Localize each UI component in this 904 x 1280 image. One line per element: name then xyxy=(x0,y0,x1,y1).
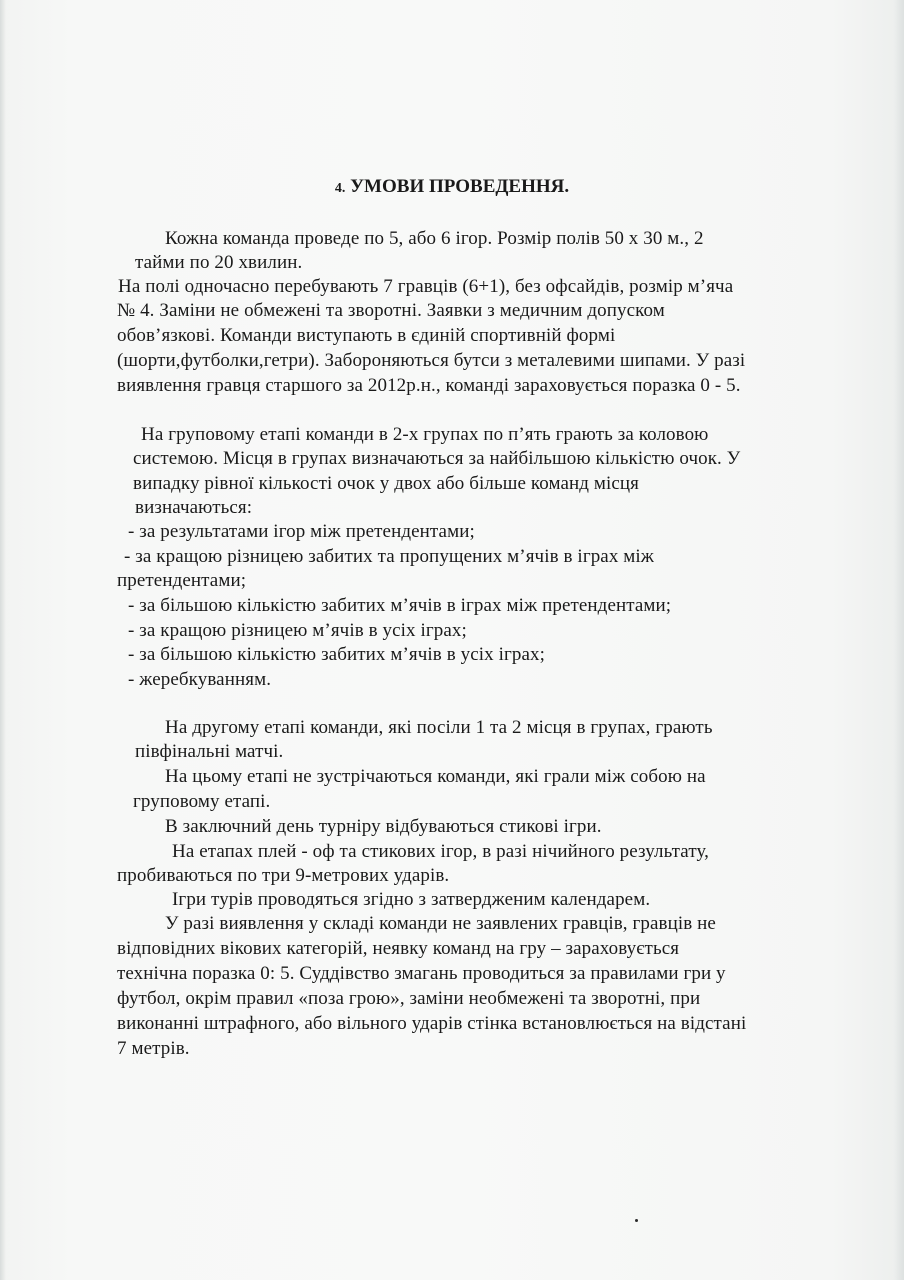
section-title xyxy=(0,174,904,202)
list-item: - за більшою кількістю забитих м’ячів в іграх між претендентами; xyxy=(128,595,672,616)
text-line: технічна поразка 0: 5. Суддівство змагань проводиться за правилами гри у xyxy=(117,963,726,984)
list-item: - жеребкуванням. xyxy=(128,669,272,690)
text-line: На етапах плей - оф та стикових ігор, в разі нічийного результату, xyxy=(172,841,710,862)
text-line: Ігри турів проводяться згідно з затвердженим календарем. xyxy=(172,889,651,910)
text-line: виявлення гравця старшого за 2012р.н., команді зараховується поразка 0 - 5. xyxy=(117,375,741,396)
text-line: обов’язкові. Команди виступають в єдиній спортивній формі xyxy=(117,325,616,346)
text-line: Кожна команда проведе по 5, або 6 ігор. Розмір полів 50 х 30 м., 2 xyxy=(165,228,704,249)
text-line: На груповому етапі команди в 2-х групах по п’ять грають за коловою xyxy=(141,424,709,445)
scan-speck xyxy=(635,1219,638,1222)
text-line: У разі виявлення у складі команди не заявлених гравців, гравців не xyxy=(165,913,716,934)
text-line: футбол, окрім правил «поза грою», заміни необмежені та зворотні, при xyxy=(117,988,701,1009)
text-line: виконанні штрафного, або вільного ударів стінка встановлюється на відстані xyxy=(117,1013,747,1034)
list-item: - за більшою кількістю забитих м’ячів в усіх іграх; xyxy=(128,644,545,665)
text-line: На другому етапі команди, які посіли 1 та 2 місця в групах, грають xyxy=(165,717,713,738)
text-line: тайми по 20 хвилин. xyxy=(135,252,303,273)
section-number: 4. xyxy=(334,181,346,196)
list-item: - за результатами ігор між претендентами; xyxy=(128,521,475,542)
text-line: В заключний день турніру відбуваються стикові ігри. xyxy=(165,816,602,837)
text-line: претендентами; xyxy=(117,570,247,591)
text-line: На цьому етапі не зустрічаються команди, які грали між собою на xyxy=(165,766,706,787)
list-item: - за кращою різницею м’ячів в усіх іграх; xyxy=(128,620,467,641)
text-line: відповідних вікових категорій, неявку команд на гру – зараховується xyxy=(117,938,680,959)
text-line: 7 метрів. xyxy=(117,1038,190,1059)
text-line: На полі одночасно перебувають 7 гравців (6+1), без офсайдів, розмір м’яча xyxy=(118,276,734,297)
list-item: - за кращою різницею забитих та пропущених м’ячів в іграх між xyxy=(124,546,655,567)
text-line: системою. Місця в групах визначаються за найбільшою кількістю очок. У xyxy=(133,448,741,469)
text-line: № 4. Заміни не обмежені та зворотні. Заявки з медичним допуском xyxy=(117,300,665,321)
text-line: випадку рівної кількості очок у двох або більше команд місця xyxy=(133,473,640,494)
text-line: (шорти,футболки,гетри). Забороняються бутси з металевими шипами. У разі xyxy=(117,350,746,371)
text-line: півфінальні матчі. xyxy=(135,741,284,762)
text-line: визначаються: xyxy=(135,497,253,518)
text-line: пробиваються по три 9-метрових ударів. xyxy=(117,865,450,886)
text-line: груповому етапі. xyxy=(133,791,271,812)
section-title-text: УМОВИ ПРОВЕДЕННЯ. xyxy=(350,176,570,197)
